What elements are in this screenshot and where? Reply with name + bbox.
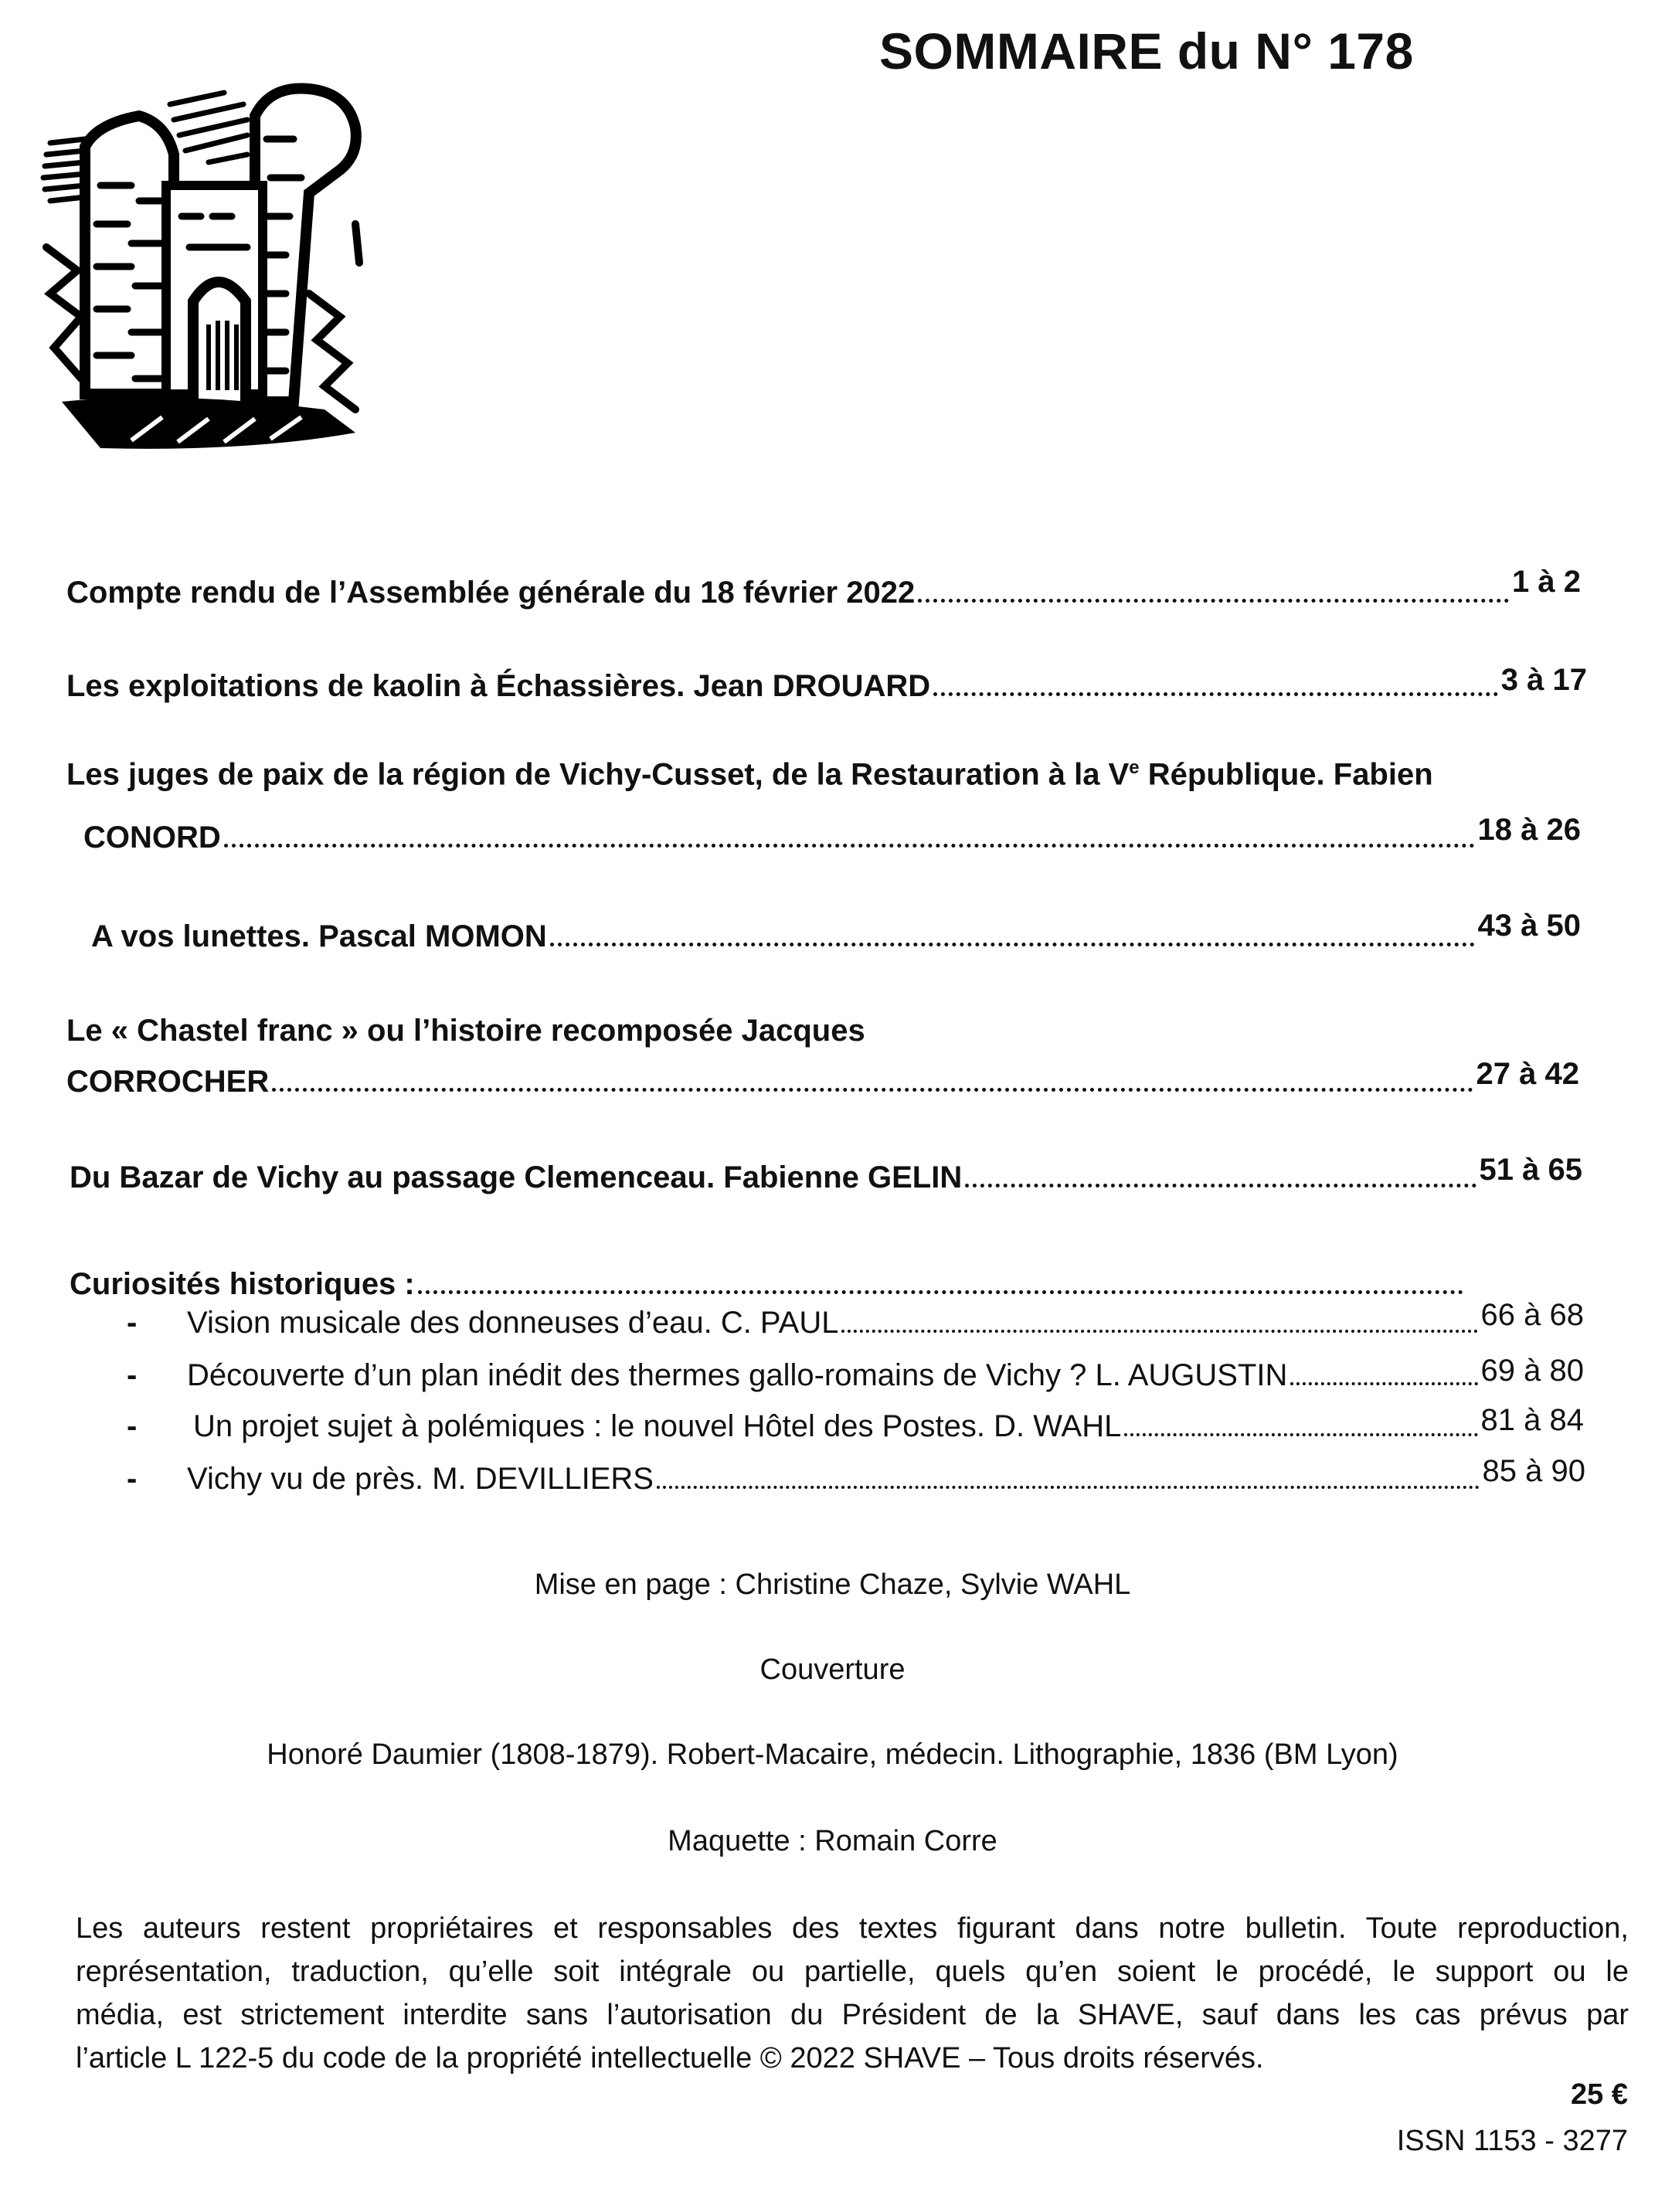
toc-entry[interactable] xyxy=(66,565,1581,610)
toc-entry[interactable] xyxy=(70,1153,1582,1195)
toc-entry-title: Découverte d’un plan inédit des thermes gallo-romains de Vichy ? L. AUGUSTIN xyxy=(187,1358,1288,1392)
toc-entry-pages: 27 à 42 xyxy=(1476,1057,1579,1091)
title-part: Les juges de paix de la région de Vichy-Cusset, de la Restauration à la V xyxy=(66,757,1130,792)
cover-description: Honoré Daumier (1808-1879). Robert-Macaire, médecin. Lithographie, 1836 (BM Lyon) xyxy=(267,1738,1398,1771)
bullet: - xyxy=(127,1409,138,1443)
toc-entry-title: Vichy vu de près. M. DEVILLIERS xyxy=(187,1462,654,1496)
toc-entry-pages: 66 à 68 xyxy=(1480,1298,1584,1332)
toc-entry-title: Les exploitations de kaolin à Échassières. Jean DROUARD xyxy=(66,669,931,703)
toc-sub-entry[interactable] xyxy=(127,1454,1585,1497)
toc-entry-title: CONORD xyxy=(83,821,221,855)
toc-sub-entry[interactable] xyxy=(127,1403,1584,1444)
layout-credit: Mise en page : Christine Chaze, Sylvie WAHL xyxy=(534,1568,1131,1601)
toc-entry[interactable] xyxy=(66,663,1587,704)
sky-hatching-left xyxy=(43,139,85,201)
bullet: - xyxy=(127,1358,138,1392)
toc-entry-pages: 85 à 90 xyxy=(1482,1454,1585,1488)
dot-leader xyxy=(550,943,1475,946)
toc-entry-title: CORROCHER xyxy=(66,1065,270,1099)
toc-entry-pages: 18 à 26 xyxy=(1477,813,1581,847)
bullet: - xyxy=(127,1462,138,1496)
legal-line: l’article L 122-5 du code de la propriété intellectuelle © 2022 SHAVE – Tous droits réservés. xyxy=(76,2042,1264,2074)
section-title: Curiosités historiques : xyxy=(70,1267,415,1301)
dot-leader xyxy=(1290,1382,1477,1385)
legal-notice xyxy=(76,1907,1629,2080)
toc-entry-pages: 51 à 65 xyxy=(1479,1153,1582,1187)
toc-entry-pages: 1 à 2 xyxy=(1512,565,1581,599)
toc-section-heading[interactable] xyxy=(70,1267,1466,1302)
dot-leader xyxy=(841,1330,1477,1333)
toc-sub-entry[interactable] xyxy=(127,1354,1584,1393)
toc-entry-pages: 3 à 17 xyxy=(1500,663,1587,697)
toc-entry-title: Un projet sujet à polémiques : le nouvel Hôtel des Postes. D. WAHL xyxy=(193,1409,1122,1443)
toc-entry-title: Compte rendu de l’Assemblée générale du 18 février 2022 xyxy=(66,576,916,610)
cover-label: Couverture xyxy=(759,1653,906,1686)
toc-entry-pages: 43 à 50 xyxy=(1477,909,1581,943)
dot-leader xyxy=(918,599,1509,603)
dot-leader xyxy=(965,1184,1476,1188)
dot-leader xyxy=(224,844,1475,848)
legal-line: représentation, traduction, qu’elle soit intégrale ou partielle, quels qu’en soient le procédé, le support ou le xyxy=(76,1955,1629,1988)
issn: ISSN 1153 - 3277 xyxy=(1396,2125,1628,2157)
mockup-credit: Maquette : Romain Corre xyxy=(668,1825,997,1857)
toc-entry[interactable] xyxy=(91,909,1581,954)
toc-entry-title: Du Bazar de Vichy au passage Clemenceau. Fabienne GELIN xyxy=(70,1160,963,1194)
legal-line: Les auteurs restent propriétaires et responsables des textes figurant dans notre bulletin. Toute reproduction, xyxy=(76,1912,1629,1945)
superscript: e xyxy=(1129,757,1140,778)
ground-shadow xyxy=(62,397,355,448)
dot-leader xyxy=(418,1290,1463,1294)
dot-leader xyxy=(272,1088,1473,1092)
legal-line: média, est strictement interdite sans l’autorisation du Président de la SHAVE, sauf dans les cas prévus par xyxy=(76,1999,1629,2031)
page-title: SOMMAIRE du N° 178 xyxy=(879,22,1414,80)
price: 25 € xyxy=(1571,2078,1628,2111)
toc-entry-title: Vision musicale des donneuses d’eau. C. PAUL xyxy=(187,1306,839,1340)
toc-entry-title-line1 xyxy=(66,757,1433,792)
title-part: République. Fabien xyxy=(1139,757,1433,792)
toc-sub-entry[interactable] xyxy=(127,1298,1584,1340)
toc-entry-title: A vos lunettes. Pascal MOMON xyxy=(91,919,547,953)
toc-entry-pages: 69 à 80 xyxy=(1480,1354,1584,1388)
sky-hatching-top xyxy=(170,93,247,162)
toc-entry-title-line1: Le « Chastel franc » ou l’histoire recomposée Jacques xyxy=(66,1014,865,1048)
toc-entry[interactable] xyxy=(83,813,1581,855)
dot-leader xyxy=(933,692,1498,696)
dot-leader xyxy=(657,1486,1480,1489)
dot-leader xyxy=(1124,1433,1477,1436)
bullet: - xyxy=(127,1306,138,1340)
toc-entry[interactable] xyxy=(66,1057,1579,1099)
toc-entry-pages: 81 à 84 xyxy=(1480,1403,1584,1437)
castle-gate-engraving-icon xyxy=(15,70,433,464)
